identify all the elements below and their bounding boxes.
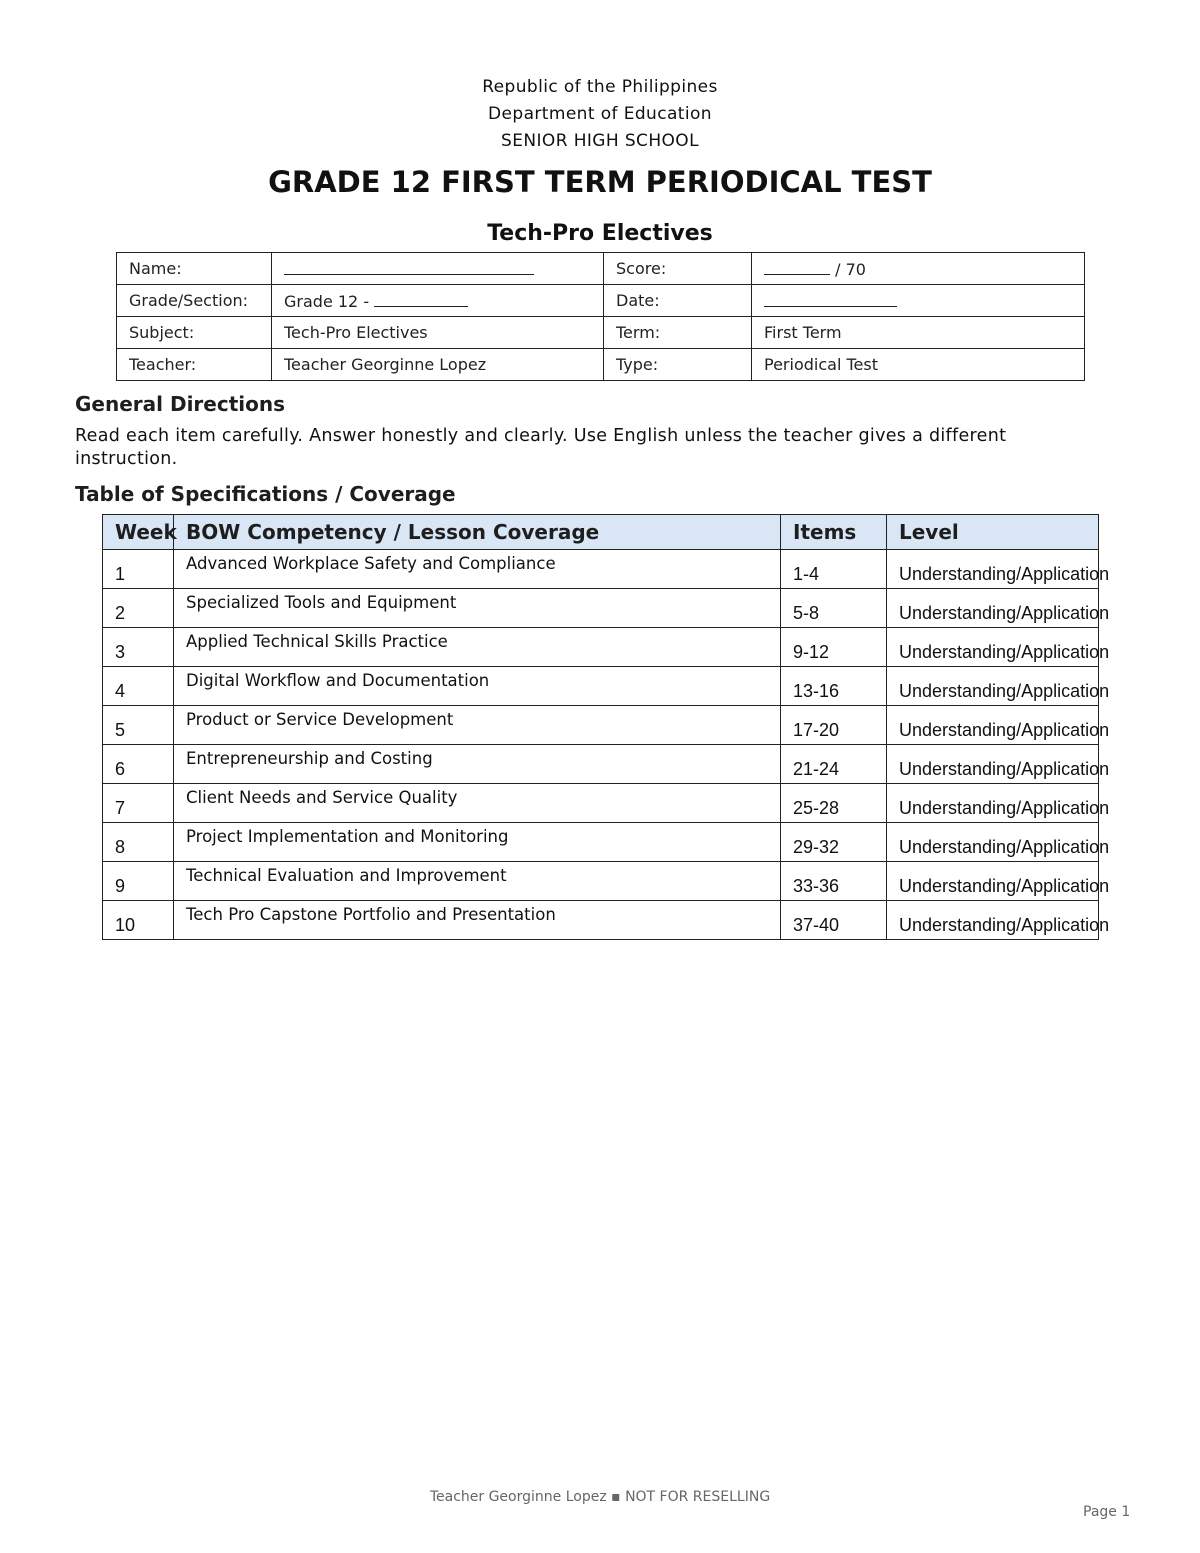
date-field[interactable]	[752, 285, 1085, 317]
table-row	[103, 589, 1099, 628]
cell-level: Understanding/Application	[887, 550, 1099, 589]
name-blank[interactable]	[284, 259, 534, 275]
cell-items: 13-16	[781, 667, 887, 706]
cell-competency: Technical Evaluation and Improvement	[174, 862, 781, 901]
cell-competency: Client Needs and Service Quality	[174, 784, 781, 823]
cell-week: 7	[103, 784, 174, 823]
col-week: Week	[103, 515, 174, 550]
cell-items: 29-32	[781, 823, 887, 862]
cell-items: 17-20	[781, 706, 887, 745]
cell-week: 9	[103, 862, 174, 901]
score-field[interactable]	[752, 253, 1085, 285]
cell-level: Understanding/Application	[887, 823, 1099, 862]
cell-competency: Digital Workflow and Documentation	[174, 667, 781, 706]
directions-heading: General Directions	[75, 392, 285, 416]
col-level: Level	[887, 515, 1099, 550]
info-table	[116, 252, 1085, 381]
section-blank[interactable]	[374, 291, 468, 307]
col-competency: BOW Competency / Lesson Coverage	[174, 515, 781, 550]
score-blank[interactable]	[764, 259, 830, 275]
term-value: First Term	[752, 317, 1085, 349]
table-row	[103, 784, 1099, 823]
header-school: SENIOR HIGH SCHOOL	[501, 131, 699, 151]
directions-text: Read each item carefully. Answer honestly and clearly. Use English unless the teacher gives a different instruction.	[75, 426, 1007, 469]
table-row	[103, 628, 1099, 667]
type-label: Type:	[604, 349, 752, 381]
cell-level: Understanding/Application	[887, 862, 1099, 901]
info-row	[117, 317, 1085, 349]
page-number: Page 1	[1083, 1504, 1131, 1520]
cell-week: 4	[103, 667, 174, 706]
document-header	[0, 74, 1200, 155]
page-subtitle: Tech-Pro Electives	[487, 221, 713, 246]
name-field[interactable]	[272, 253, 604, 285]
cell-week: 8	[103, 823, 174, 862]
cell-competency: Project Implementation and Monitoring	[174, 823, 781, 862]
footer-text: Teacher Georginne Lopez ▪ NOT FOR RESELLING	[429, 1489, 771, 1505]
tos-table	[102, 514, 1110, 940]
cell-level: Understanding/Application	[887, 667, 1099, 706]
cell-competency: Advanced Workplace Safety and Compliance	[174, 550, 781, 589]
cell-week: 1	[103, 550, 174, 589]
table-row	[103, 667, 1099, 706]
grade-field[interactable]	[272, 285, 604, 317]
cell-competency: Tech Pro Capstone Portfolio and Presentation	[174, 901, 781, 940]
cell-competency: Specialized Tools and Equipment	[174, 589, 781, 628]
table-row	[103, 823, 1099, 862]
cell-items: 25-28	[781, 784, 887, 823]
page-title: GRADE 12 FIRST TERM PERIODICAL TEST	[268, 165, 932, 199]
table-row	[103, 862, 1099, 901]
cell-competency: Entrepreneurship and Costing	[174, 745, 781, 784]
cell-competency: Applied Technical Skills Practice	[174, 628, 781, 667]
cell-items: 21-24	[781, 745, 887, 784]
term-label: Term:	[604, 317, 752, 349]
cell-week: 5	[103, 706, 174, 745]
cell-items: 33-36	[781, 862, 887, 901]
score-label: Score:	[604, 253, 752, 285]
col-items: Items	[781, 515, 887, 550]
cell-items: 5-8	[781, 589, 887, 628]
info-row	[117, 253, 1085, 285]
header-country: Republic of the Philippines	[482, 77, 718, 97]
header-department: Department of Education	[488, 104, 712, 124]
tos-header-row	[103, 515, 1099, 550]
cell-week: 3	[103, 628, 174, 667]
cell-level: Understanding/Application	[887, 706, 1099, 745]
info-row	[117, 349, 1085, 381]
cell-level: Understanding/Application	[887, 589, 1099, 628]
cell-week: 10	[103, 901, 174, 940]
date-label: Date:	[604, 285, 752, 317]
teacher-label: Teacher:	[117, 349, 272, 381]
subject-value: Tech-Pro Electives	[272, 317, 604, 349]
table-row	[103, 550, 1099, 589]
grade-value: Grade 12 -	[284, 291, 370, 311]
table-row	[103, 706, 1099, 745]
table-row	[103, 901, 1099, 940]
cell-level: Understanding/Application	[887, 784, 1099, 823]
cell-level: Understanding/Application	[887, 628, 1099, 667]
tos-heading: Table of Specifications / Coverage	[75, 482, 456, 506]
grade-label: Grade/Section:	[117, 285, 272, 317]
teacher-value: Teacher Georginne Lopez	[272, 349, 604, 381]
date-blank[interactable]	[764, 291, 897, 307]
cell-level: Understanding/Application	[887, 901, 1099, 940]
cell-items: 1-4	[781, 550, 887, 589]
cell-week: 2	[103, 589, 174, 628]
cell-level: Understanding/Application	[887, 745, 1099, 784]
info-row	[117, 285, 1085, 317]
name-label: Name:	[117, 253, 272, 285]
type-value: Periodical Test	[752, 349, 1085, 381]
subject-label: Subject:	[117, 317, 272, 349]
score-total: / 70	[835, 259, 866, 279]
cell-items: 9-12	[781, 628, 887, 667]
table-row	[103, 745, 1099, 784]
cell-competency: Product or Service Development	[174, 706, 781, 745]
cell-items: 37-40	[781, 901, 887, 940]
cell-week: 6	[103, 745, 174, 784]
